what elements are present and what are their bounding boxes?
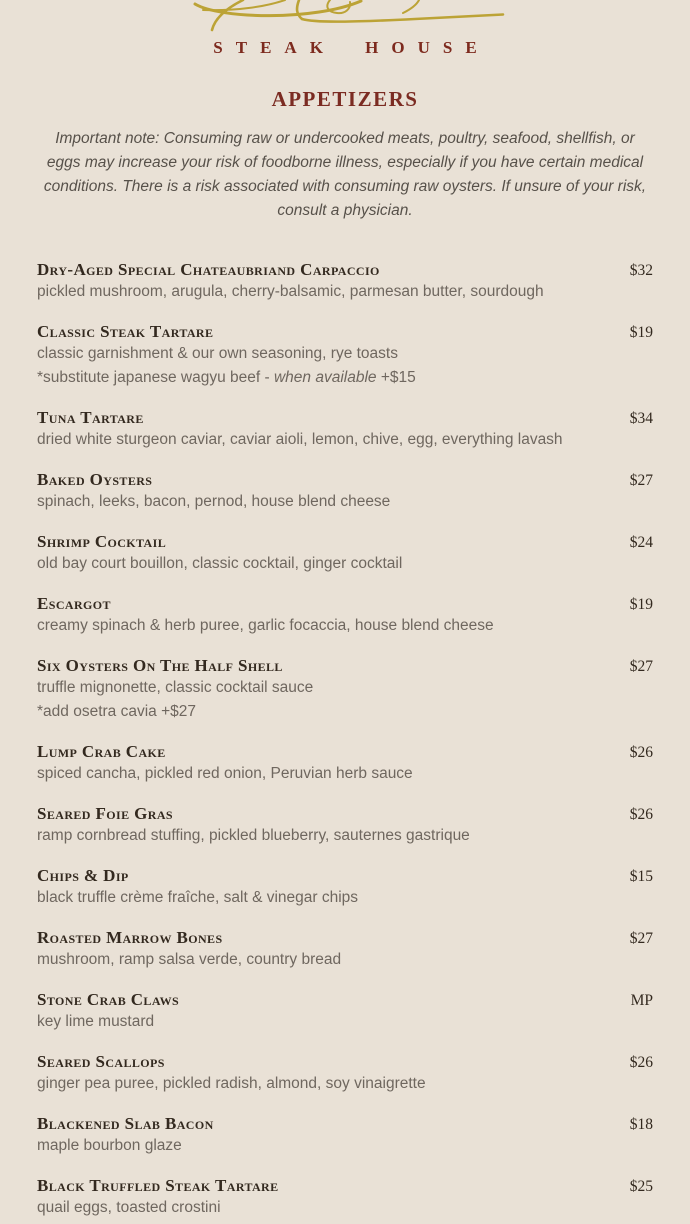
menu-item	[37, 742, 653, 786]
menu-item	[37, 408, 653, 452]
logo	[0, 0, 690, 35]
menu-item	[37, 656, 653, 724]
menu-item	[37, 260, 653, 304]
menu-item-name: Classic Steak Tartare	[37, 322, 214, 341]
menu-item-price: $27	[629, 930, 653, 947]
menu-item-description: old bay court bouillon, classic cocktail, ginger cocktail	[37, 555, 403, 572]
menu-item-price: $26	[629, 806, 653, 823]
menu-item-header	[37, 1052, 653, 1072]
menu-item-note-text: *substitute japanese wagyu beef -	[37, 369, 274, 386]
menu-item	[37, 1114, 653, 1158]
menu-item-header	[37, 990, 653, 1010]
menu-item-name: Baked Oysters	[37, 470, 153, 489]
menu-item-note-text: *add osetra cavia +$27	[37, 703, 196, 720]
menu-item-header	[37, 804, 653, 824]
menu-item-name: Roasted Marrow Bones	[37, 928, 223, 947]
menu-item-header	[37, 866, 653, 886]
menu-item-name: Shrimp Cocktail	[37, 532, 167, 551]
menu-item-header	[37, 322, 653, 342]
menu-item	[37, 322, 653, 390]
menu-item-description: ginger pea puree, pickled radish, almond, soy vinaigrette	[37, 1075, 426, 1092]
menu-item	[37, 928, 653, 972]
menu-item-name: Tuna Tartare	[37, 408, 144, 427]
menu-item-price: $24	[629, 534, 653, 551]
menu-item-name: Six Oysters On The Half Shell	[37, 656, 283, 675]
menu-item-price: $19	[629, 596, 653, 613]
menu-item-price: $27	[629, 658, 653, 675]
menu-item-description: mushroom, ramp salsa verde, country bread	[37, 951, 342, 968]
menu-item-name: Blackened Slab Bacon	[37, 1114, 214, 1133]
section-title: APPETIZERS	[271, 87, 419, 111]
menu-item-name: Seared Scallops	[37, 1052, 165, 1071]
menu-item	[37, 1176, 653, 1220]
menu-item-name: Escargot	[37, 594, 111, 613]
menu-item	[37, 866, 653, 910]
menu-item-name: Black Truffled Steak Tartare	[37, 1176, 279, 1195]
menu-item-price: $27	[629, 472, 653, 489]
menu-item	[37, 594, 653, 638]
menu-item-header	[37, 742, 653, 762]
menu-item-header	[37, 408, 653, 428]
menu-item-description: spiced cancha, pickled red onion, Peruvian herb sauce	[37, 765, 413, 782]
menu-item-description: truffle mignonette, classic cocktail sauce	[37, 679, 314, 696]
menu-item-description: pickled mushroom, arugula, cherry-balsamic, parmesan butter, sourdough	[37, 283, 544, 300]
menu-item-price: $15	[629, 868, 653, 885]
menu-item-header	[37, 470, 653, 490]
menu-item-description: spinach, leeks, bacon, pernod, house blend cheese	[37, 493, 391, 510]
menu-item-header	[37, 928, 653, 948]
menu-item-description: creamy spinach & herb puree, garlic focaccia, house blend cheese	[37, 617, 494, 634]
menu-item-name: Chips & Dip	[37, 866, 129, 885]
menu-item-price: $25	[629, 1178, 653, 1195]
menu-item-note-suffix: +$15	[376, 369, 416, 386]
menu-item-header	[37, 594, 653, 614]
menu-item-header	[37, 260, 653, 280]
menu-item-header	[37, 1114, 653, 1134]
menu-item-description: key lime mustard	[37, 1013, 155, 1030]
menu-item-header	[37, 656, 653, 676]
brand-name: STEAK HOUSE	[213, 38, 490, 57]
menu-item	[37, 804, 653, 848]
menu-item-note	[37, 366, 653, 390]
menu-list	[37, 260, 653, 1220]
menu-item-name: Seared Foie Gras	[37, 804, 173, 823]
menu-item-description: black truffle crème fraîche, salt & vinegar chips	[37, 889, 359, 906]
menu-item-price: $26	[629, 744, 653, 761]
menu-item-price: $26	[629, 1054, 653, 1071]
consumer-advisory-notice: Important note: Consuming raw or undercooked meats, poultry, seafood, shellfish, or eggs may increase your risk of foodborne illness, especially if you have certain medical conditions. There is a risk associated with consuming raw oysters. If unsure of your risk, consult a physician.	[43, 130, 647, 219]
menu-item	[37, 990, 653, 1034]
menu-item-note	[37, 700, 653, 724]
menu-item-description: maple bourbon glaze	[37, 1137, 182, 1154]
menu-item-price: $32	[629, 262, 653, 279]
menu-item	[37, 1052, 653, 1096]
menu-item-header	[37, 532, 653, 552]
menu-item-description: dried white sturgeon caviar, caviar aioli, lemon, chive, egg, everything lavash	[37, 431, 563, 448]
menu-item-name: Stone Crab Claws	[37, 990, 180, 1009]
menu-item	[37, 532, 653, 576]
menu-item-description: quail eggs, toasted crostini	[37, 1199, 221, 1216]
logo-signature-icon	[165, 0, 685, 35]
menu-item-price: $18	[629, 1116, 653, 1133]
menu-item-description: classic garnishment & our own seasoning, rye toasts	[37, 345, 398, 362]
menu-item-price: MP	[630, 992, 653, 1009]
menu-item	[37, 470, 653, 514]
menu-item-note-italic: when available	[273, 369, 377, 386]
menu-item-description: ramp cornbread stuffing, pickled blueberry, sauternes gastrique	[37, 827, 470, 844]
menu-item-price: $34	[629, 410, 653, 427]
menu-item-header	[37, 1176, 653, 1196]
menu-item-name: Dry-Aged Special Chateaubriand Carpaccio	[37, 260, 380, 279]
menu-item-name: Lump Crab Cake	[37, 742, 166, 761]
menu-item-price: $19	[629, 324, 653, 341]
